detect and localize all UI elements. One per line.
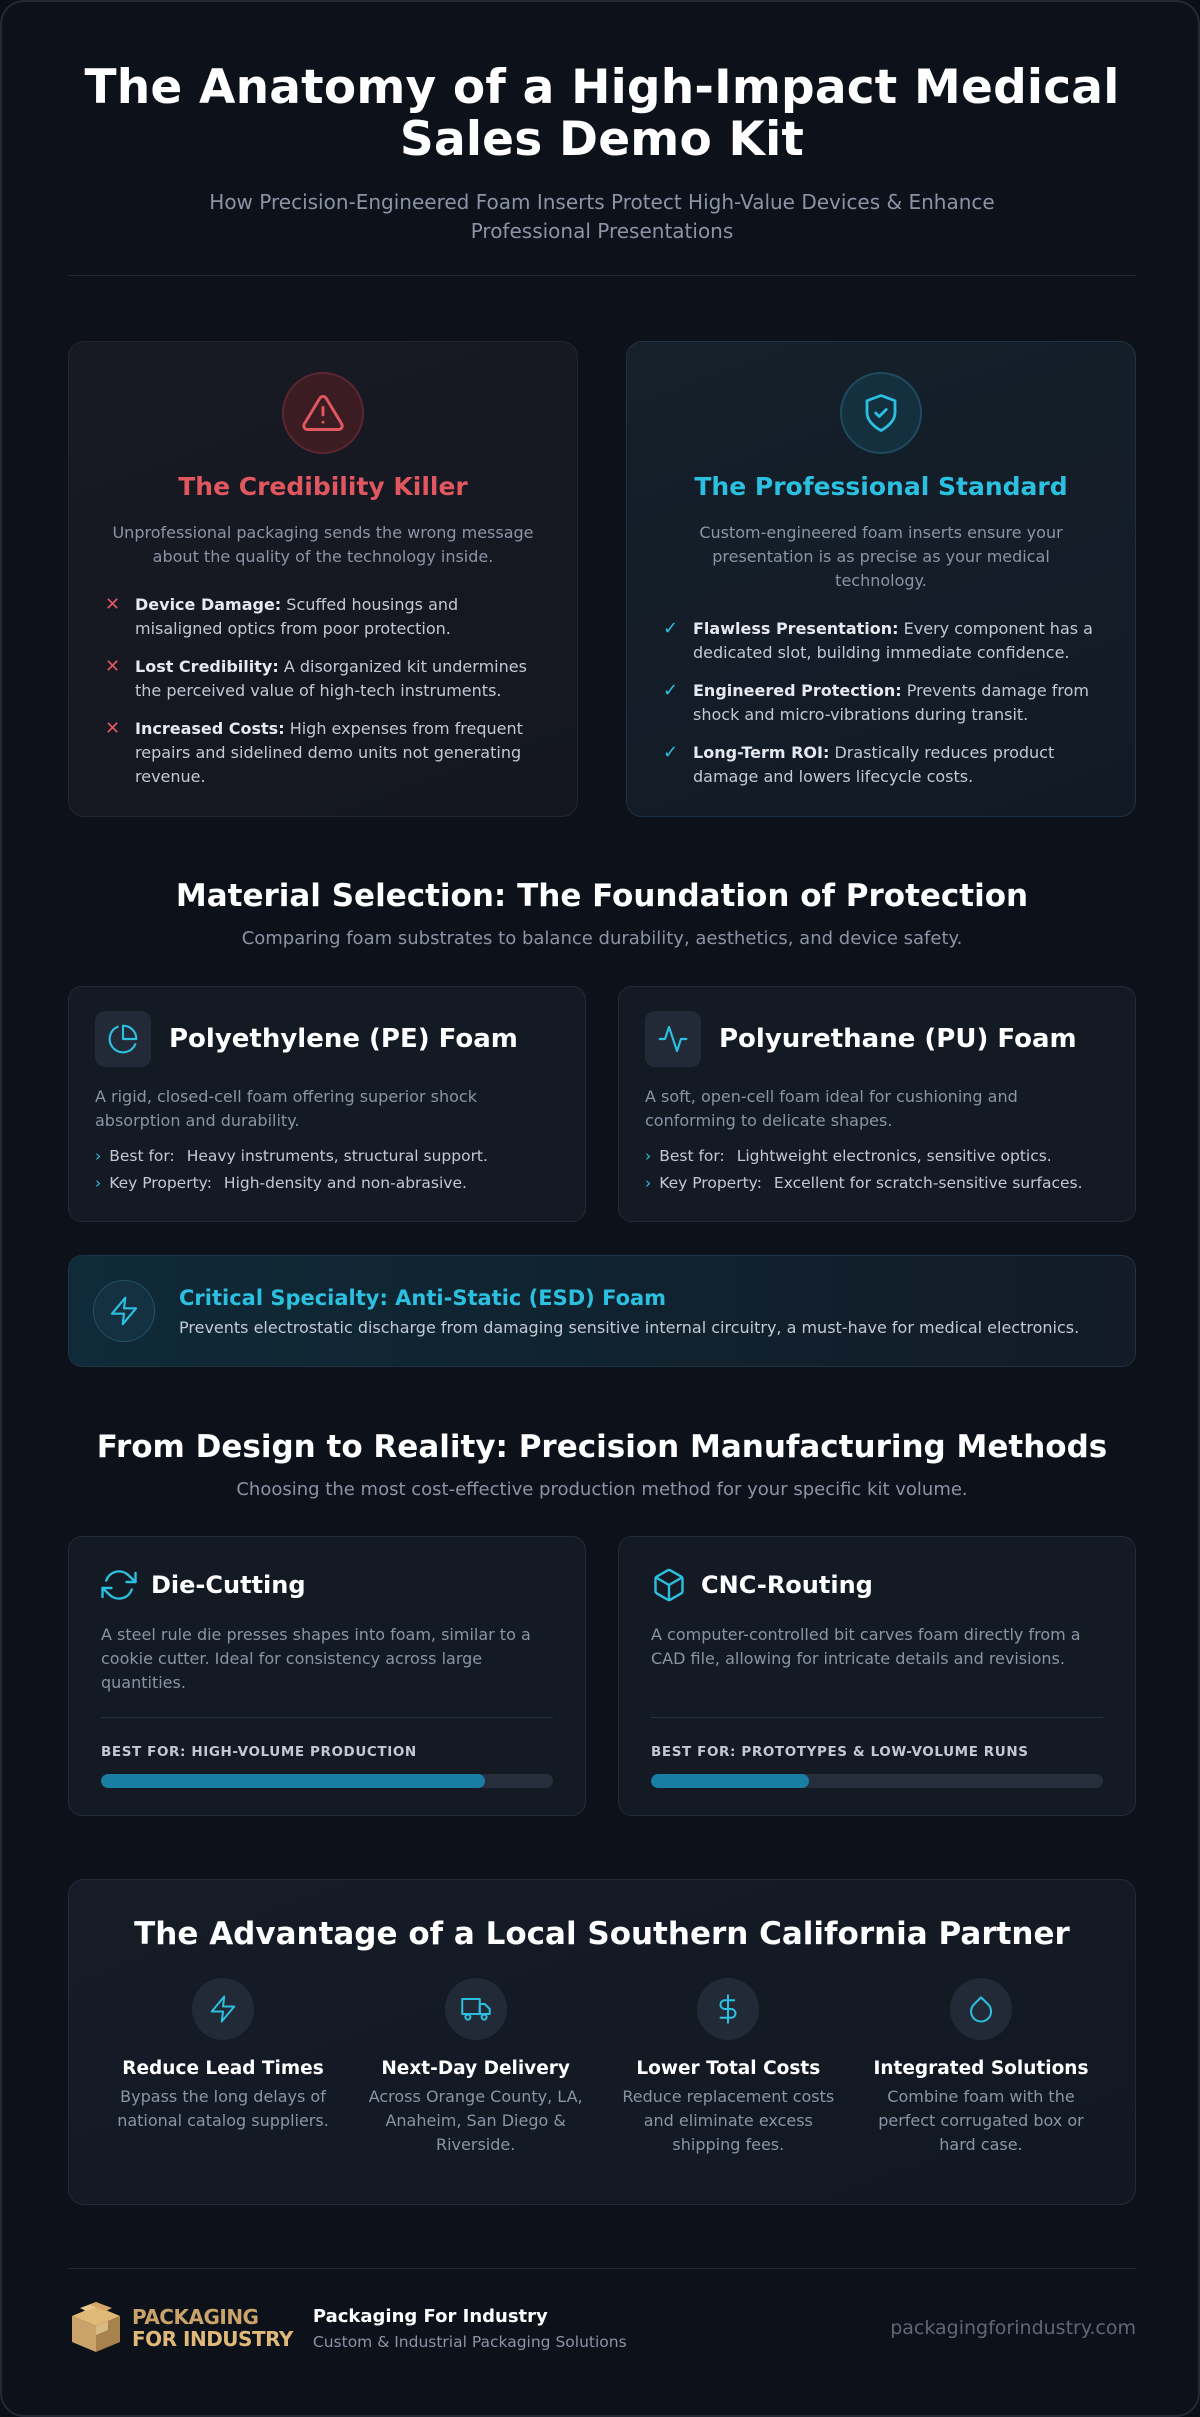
droplet-icon (950, 1978, 1012, 2040)
row-key: Best for: (659, 1147, 725, 1165)
x-icon: ✕ (105, 594, 121, 615)
list-item (95, 1147, 559, 1165)
footer-divider (68, 2268, 1136, 2269)
list-item (663, 741, 1099, 789)
list-item (645, 1147, 1109, 1165)
card-description: A soft, open-cell foam ideal for cushioning and conforming to delicate shapes. (645, 1087, 1018, 1130)
header-divider (68, 275, 1136, 276)
page-title: The Anatomy of a High-Impact Medical Sales Demo Kit (84, 60, 1120, 167)
card-intro: Custom-engineered foam inserts ensure your presentation is as precise as your medical technology. (699, 523, 1063, 590)
item-text: Combine foam with the perfect corrugated box or hard case. (878, 2087, 1084, 2154)
item-title: Next-Day Delivery (381, 2058, 570, 2079)
item-title: Reduce Lead Times (122, 2058, 324, 2079)
chevron-right-icon: › (95, 1147, 102, 1165)
check-icon: ✓ (663, 680, 679, 701)
item-text: A disorganized kit undermines the perceived value of high-tech instruments. (135, 657, 527, 700)
item-text: Reduce replacement costs and eliminate excess shipping fees. (622, 2087, 835, 2154)
item-text: Scuffed housings and misaligned optics from poor protection. (135, 595, 459, 638)
card-description: A steel rule die presses shapes into foam, similar to a cookie cutter. Ideal for consistency across large quantities. (101, 1625, 531, 1692)
item-text: Across Orange County, LA, Anaheim, San Diego & Riverside. (368, 2087, 583, 2154)
item-text: Every component has a dedicated slot, building immediate confidence. (693, 619, 1093, 662)
pu-foam-card (618, 986, 1136, 1222)
row-key: Best for: (109, 1147, 175, 1165)
list-item (105, 655, 541, 703)
card-title: The Credibility Killer (178, 472, 468, 501)
advantage-item (113, 1978, 333, 2157)
row-value: Heavy instruments, structural support. (186, 1147, 488, 1165)
item-text: Bypass the long delays of national catalog suppliers. (117, 2087, 329, 2130)
logo-line-1: PACKAGING (132, 2305, 259, 2329)
volume-bar-fill (651, 1774, 809, 1788)
credibility-killer-card (68, 341, 578, 817)
website-link[interactable]: packagingforindustry.com (890, 2317, 1136, 2339)
item-label: Increased Costs: (135, 719, 285, 738)
item-label: Lost Credibility: (135, 657, 279, 676)
item-label: Long-Term ROI: (693, 743, 830, 762)
row-value: Excellent for scratch-sensitive surfaces. (773, 1174, 1083, 1192)
check-icon: ✓ (663, 742, 679, 763)
section-subtitle: Choosing the most cost-effective production method for your specific kit volume. (236, 1479, 968, 1500)
footer (68, 2298, 1136, 2358)
item-title: Lower Total Costs (636, 2058, 821, 2079)
card-title: Polyurethane (PU) Foam (719, 1024, 1077, 1054)
item-text: Drastically reduces product damage and lowers lifecycle costs. (693, 743, 1055, 786)
page-subtitle: How Precision-Engineered Foam Inserts Protect High-Value Devices & Enhance Professional Presentations (209, 190, 995, 243)
die-cutting-card (68, 1536, 586, 1816)
x-icon: ✕ (105, 656, 121, 677)
materials-heading (68, 878, 1136, 949)
shield-check-icon (840, 372, 922, 454)
card-description: A rigid, closed-cell foam offering superior shock absorption and durability. (95, 1087, 477, 1130)
header (68, 62, 1136, 246)
card-divider (651, 1717, 1103, 1718)
list-item (645, 1174, 1109, 1192)
list-item (663, 617, 1099, 665)
chevron-right-icon: › (645, 1147, 652, 1165)
best-for-label: BEST FOR: HIGH-VOLUME PRODUCTION (101, 1744, 417, 1760)
local-advantage-panel (68, 1879, 1136, 2205)
card-divider (101, 1717, 553, 1718)
problem-list (105, 593, 541, 789)
lightning-icon (93, 1280, 155, 1342)
row-key: Key Property: (659, 1174, 762, 1192)
card-title: The Professional Standard (694, 472, 1068, 501)
item-label: Device Damage: (135, 595, 282, 614)
x-icon: ✕ (105, 718, 121, 739)
chevron-right-icon: › (95, 1174, 102, 1192)
truck-icon (445, 1978, 507, 2040)
card-intro: Unprofessional packaging sends the wrong message about the quality of the technology inside. (112, 523, 534, 566)
manufacturing-heading (68, 1429, 1136, 1500)
pe-foam-card (68, 986, 586, 1222)
professional-standard-card (626, 341, 1136, 817)
refresh-icon (101, 1567, 137, 1603)
item-title: Integrated Solutions (873, 2058, 1089, 2079)
row-value: Lightweight electronics, sensitive optics. (736, 1147, 1052, 1165)
check-icon: ✓ (663, 618, 679, 639)
company-tagline: Custom & Industrial Packaging Solutions (312, 2332, 627, 2351)
card-title: CNC-Routing (701, 1571, 873, 1599)
card-title: Polyethylene (PE) Foam (169, 1024, 518, 1054)
item-text: Prevents damage from shock and micro-vibrations during transit. (693, 681, 1089, 724)
row-value: High-density and non-abrasive. (223, 1174, 467, 1192)
dollar-icon (697, 1978, 759, 2040)
list-item (95, 1174, 559, 1192)
advantage-item (618, 1978, 838, 2157)
company-name: Packaging For Industry (312, 2305, 548, 2327)
list-item (105, 593, 541, 641)
callout-title: Critical Specialty: Anti-Static (ESD) Foam (179, 1285, 667, 1310)
section-subtitle: Comparing foam substrates to balance durability, aesthetics, and device safety. (241, 928, 963, 949)
chevron-right-icon: › (645, 1174, 652, 1192)
logo-wordmark (132, 2306, 293, 2350)
list-item (105, 717, 541, 789)
benefit-list (663, 617, 1099, 789)
card-title: Die-Cutting (151, 1571, 306, 1599)
cube-icon (651, 1567, 687, 1603)
best-for-label: BEST FOR: PROTOTYPES & LOW-VOLUME RUNS (651, 1744, 1029, 1760)
company-logo[interactable] (68, 2302, 293, 2354)
warning-triangle-icon (282, 372, 364, 454)
box-icon (68, 2302, 124, 2354)
pie-chart-icon (95, 1011, 151, 1067)
logo-line-2: FOR INDUSTRY (132, 2327, 293, 2351)
section-title: The Advantage of a Local Southern California Partner (134, 1916, 1070, 1952)
advantage-item (366, 1978, 586, 2157)
activity-icon (645, 1011, 701, 1067)
advantage-item (871, 1978, 1091, 2157)
cnc-routing-card (618, 1536, 1136, 1816)
item-label: Engineered Protection: (693, 681, 902, 700)
volume-bar (651, 1774, 1103, 1788)
section-title: From Design to Reality: Precision Manufacturing Methods (96, 1429, 1108, 1465)
volume-bar (101, 1774, 553, 1788)
esd-foam-callout (68, 1255, 1136, 1367)
callout-text: Prevents electrostatic discharge from damaging sensitive internal circuitry, a must-have for medical electronics. (179, 1317, 1080, 1337)
volume-bar-fill (101, 1774, 485, 1788)
item-text: High expenses from frequent repairs and sidelined demo units not generating revenue. (135, 719, 523, 786)
lightning-icon (192, 1978, 254, 2040)
list-item (663, 679, 1099, 727)
company-info (313, 2306, 627, 2351)
card-description: A computer-controlled bit carves foam directly from a CAD file, allowing for intricate details and revisions. (651, 1625, 1081, 1668)
row-key: Key Property: (109, 1174, 212, 1192)
item-label: Flawless Presentation: (693, 619, 899, 638)
section-title: Material Selection: The Foundation of Protection (175, 878, 1029, 914)
